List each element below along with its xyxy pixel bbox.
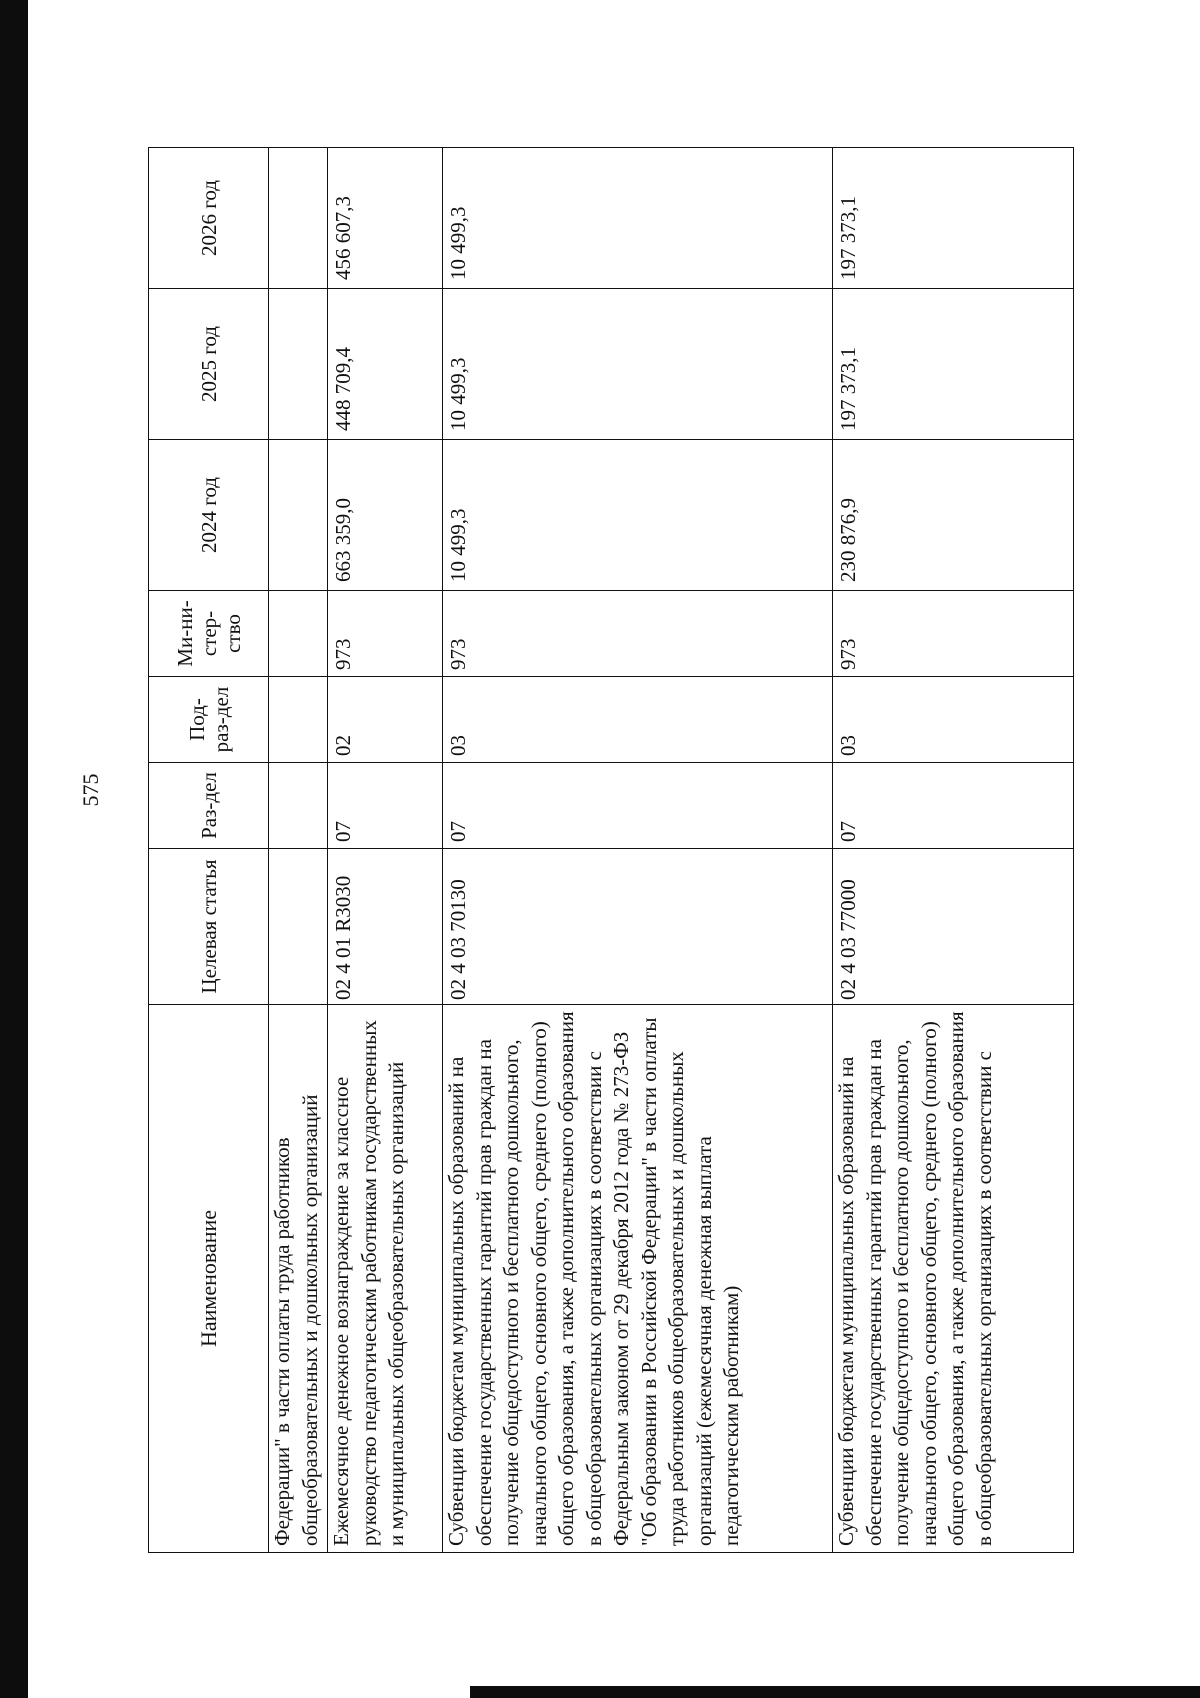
row-name: Субвенции бюджетам муниципальных образований на обеспечение государственных гарантий прав граждан на получение общедоступного и бесплатного дошкольного, начального общего, основного общего, среднего (полного) общего образования, а также дополнительного образования в общеобразовательных организациях в соответствии с Федеральным законом от 29 декабря 2012 года № 273-ФЗ "Об образовании в Российской Федерации" в части оплаты труда работников общеобразовательных и дошкольных организаций (ежемесячная денежная выплата педагогическим работникам) — [443, 1005, 833, 1553]
row-ministry — [269, 591, 328, 677]
row-2026: 456 607,3 — [328, 148, 443, 289]
row-2025: 10 499,3 — [443, 289, 833, 440]
table-row — [443, 148, 833, 1553]
header-2024: 2024 год — [149, 440, 269, 591]
row-section — [269, 763, 328, 849]
row-target — [269, 849, 328, 1005]
header-2026: 2026 год — [149, 148, 269, 289]
budget-table — [148, 147, 1074, 1553]
row-2024: 663 359,0 — [328, 440, 443, 591]
row-2024 — [269, 440, 328, 591]
row-target: 02 4 01 R3030 — [328, 849, 443, 1005]
row-2026: 10 499,3 — [443, 148, 833, 289]
row-name: Субвенции бюджетам муниципальных образований на обеспечение государственных гарантий прав граждан на получение общедоступного и бесплатного дошкольного, начального общего, основного общего, среднего (полного) общего образования, а также дополнительного образования в общеобразовательных организациях в соответствии с — [833, 1005, 1074, 1553]
row-target: 02 4 03 77000 — [833, 849, 1074, 1005]
row-subsection: 02 — [328, 677, 443, 763]
header-target: Целевая статья — [149, 849, 269, 1005]
row-2026: 197 373,1 — [833, 148, 1074, 289]
header-subsection: Под-раз-дел — [149, 677, 269, 763]
row-subsection — [269, 677, 328, 763]
header-ministry: Ми-ни-стер-ство — [149, 591, 269, 677]
row-section: 07 — [328, 763, 443, 849]
page-number: 575 — [78, 773, 103, 807]
table-row — [833, 148, 1074, 1553]
table-row — [328, 148, 443, 1553]
row-target: 02 4 03 70130 — [443, 849, 833, 1005]
row-section: 07 — [443, 763, 833, 849]
header-2025: 2025 год — [149, 289, 269, 440]
row-2025: 197 373,1 — [833, 289, 1074, 440]
row-ministry: 973 — [833, 591, 1074, 677]
row-name: Федерации" в части оплаты труда работников общеобразовательных и дошкольных организаций — [269, 1005, 328, 1553]
row-ministry: 973 — [443, 591, 833, 677]
row-subsection: 03 — [443, 677, 833, 763]
row-2024: 10 499,3 — [443, 440, 833, 591]
row-name: Ежемесячное денежное вознаграждение за классное руководство педагогическим работникам государственных и муниципальных общеобразовательных организаций — [328, 1005, 443, 1553]
header-row — [149, 148, 269, 1553]
row-2025 — [269, 289, 328, 440]
row-ministry: 973 — [328, 591, 443, 677]
row-subsection: 03 — [833, 677, 1074, 763]
row-section: 07 — [833, 763, 1074, 849]
header-name: Наименование — [149, 1005, 269, 1553]
row-2026 — [269, 148, 328, 289]
row-2025: 448 709,4 — [328, 289, 443, 440]
header-section: Раз-дел — [149, 763, 269, 849]
table-row — [269, 148, 328, 1553]
row-2024: 230 876,9 — [833, 440, 1074, 591]
